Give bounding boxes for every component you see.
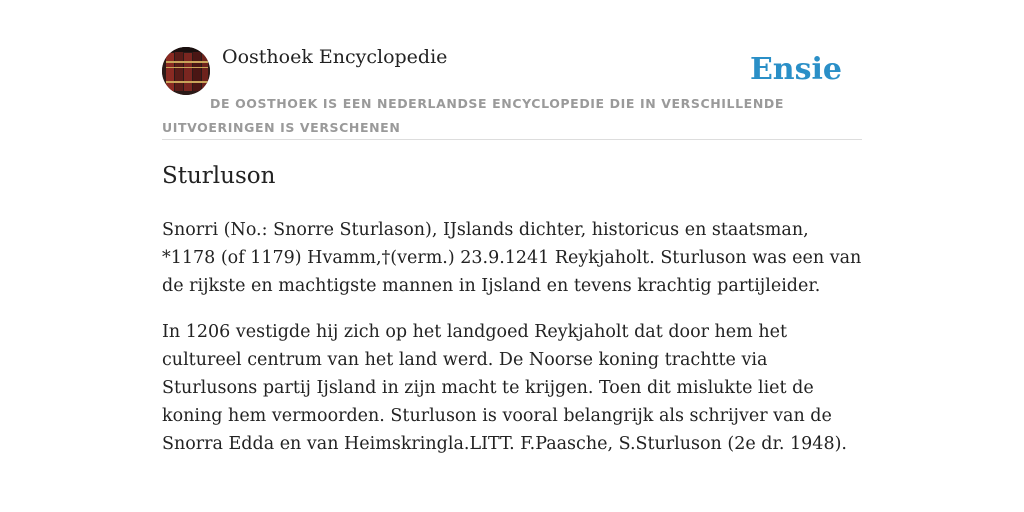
article-body — [162, 216, 862, 476]
header-divider — [162, 139, 862, 140]
site-tagline: DE OOSTHOEK IS EEN NEDERLANDSE ENCYCLOPEDIE DIE IN VERSCHILLENDE UITVOERINGEN IS VERSCHENEN — [162, 96, 784, 135]
brand-logo[interactable]: Ensie — [749, 52, 842, 87]
encyclopedia-books-icon[interactable] — [162, 47, 210, 95]
article-paragraph: Snorri (No.: Snorre Sturlason), IJslands dichter, historicus en staatsman, *1178 (of 1179) Hvamm,†(verm.) 23.9.1241 Reykjaholt. Sturluson was een van de rijkste en machtigste mannen in Ijsland en tevens krachtig partijleider. — [162, 220, 862, 296]
article-paragraph: In 1206 vestigde hij zich op het landgoed Reykjaholt dat door hem het cultureel centrum van het land werd. De Noorse koning trachtte via Sturlusons partij Ijsland in zijn macht te krijgen. Toen dit mislukte liet de koning hem vermoorden. Sturluson is vooral belangrijk als schrijver van de Snorra Edda en van Heimskringla.LITT. F.Paasche, S.Sturluson (2e dr. 1948). — [162, 322, 847, 454]
site-title[interactable]: Oosthoek Encyclopedie — [222, 46, 448, 68]
article-title: Sturluson — [162, 163, 276, 189]
